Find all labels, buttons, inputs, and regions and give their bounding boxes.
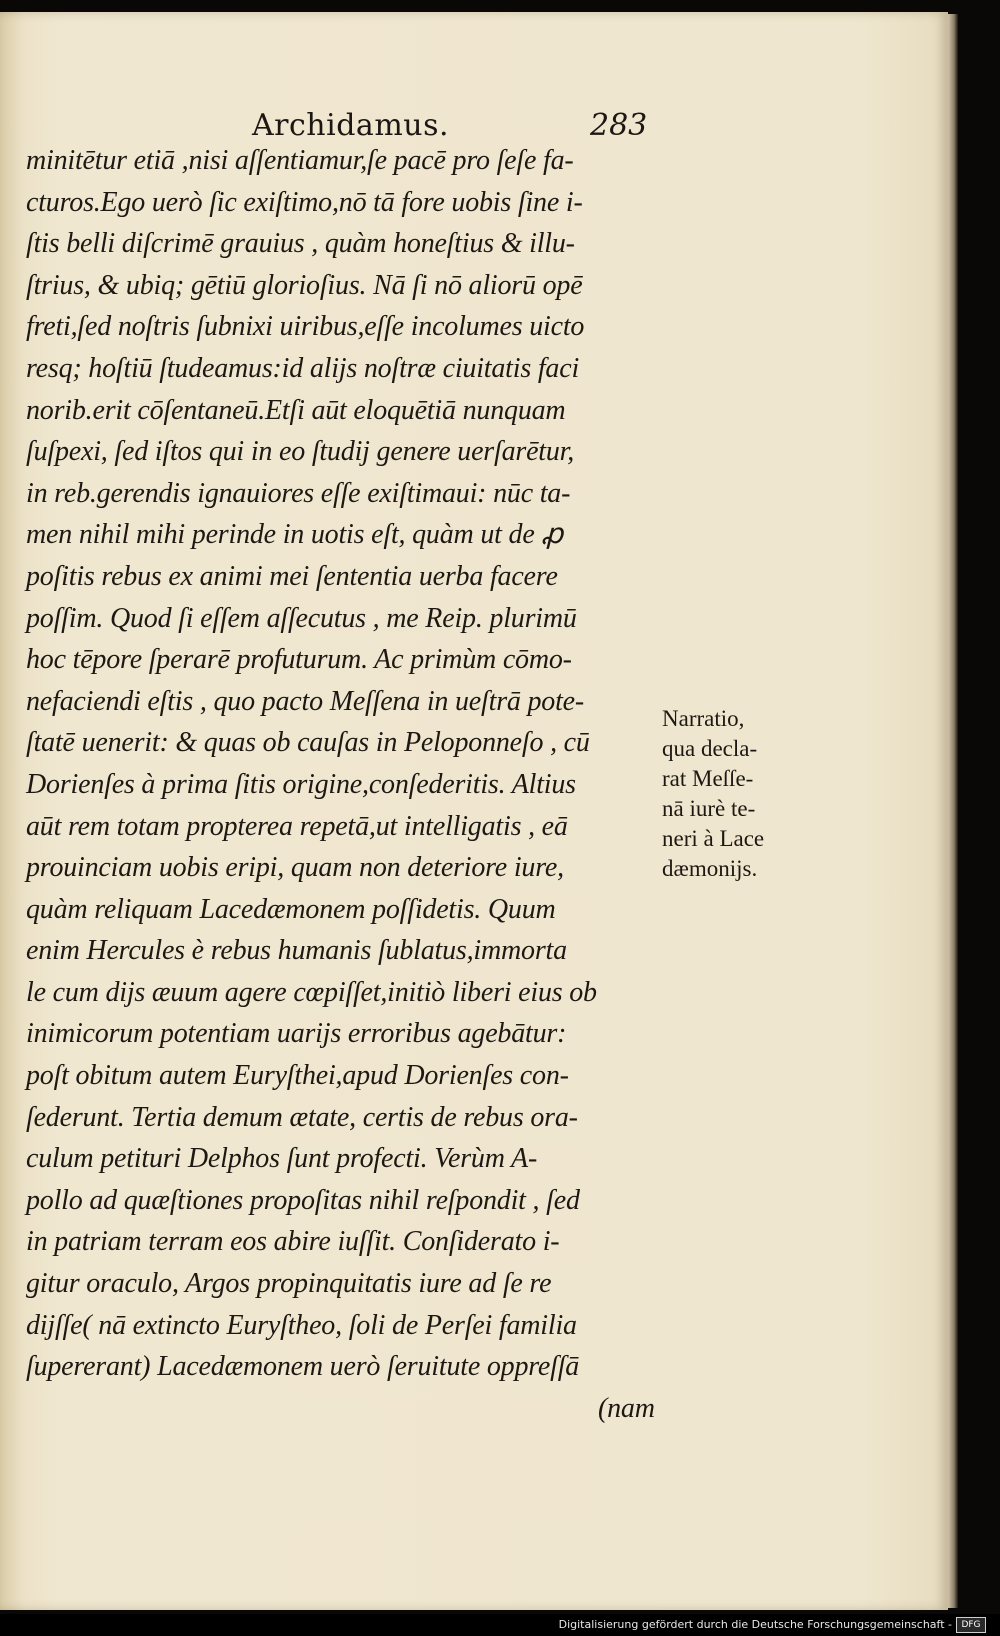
text-line: resq; hoſtiū ſtudeamus:id alijs noſtræ ciuitatis faci bbox=[26, 352, 580, 384]
text-line: ſederunt. Tertia demum ætate, certis de rebus ora- bbox=[26, 1101, 578, 1133]
text-line: men nihil mihi perinde in uotis eſt, quàm ut de ꝓ bbox=[26, 519, 563, 551]
text-line: poſſim. Quod ſi eſſem aſſecutus , me Reip. plurimū bbox=[26, 602, 577, 634]
text-line: inimicorum potentiam uarijs erroribus agebātur: bbox=[26, 1018, 567, 1050]
funding-credit: Digitalisierung gefördert durch die Deutsche Forschungsgemeinschaft - bbox=[558, 1618, 952, 1631]
text-line: nefaciendi eſtis , quo pacto Meſſena in ueſtrā pote- bbox=[26, 685, 585, 717]
text-line: le cum dijs æuum agere cœpiſſet,initiò liberi eius ob bbox=[26, 976, 597, 1008]
text-line: hoc tēpore ſperarē profuturum. Ac primùm cōmo- bbox=[26, 644, 572, 676]
text-line: dijſſe( nā extincto Euryſtheo, ſoli de Perſei familia bbox=[26, 1309, 577, 1341]
margin-note-line: dæmonijs. bbox=[662, 856, 758, 881]
text-line: aūt rem totam propterea repetā,ut intelligatis , eā bbox=[26, 810, 568, 842]
text-line: Dorienſes à prima ſitis origine,conſederitis. Altius bbox=[26, 768, 576, 800]
page-edge bbox=[948, 14, 958, 1608]
text-line: prouinciam uobis eripi, quam non deteriore iure, bbox=[26, 852, 564, 884]
margin-note-line: nā iurè te- bbox=[662, 796, 756, 821]
text-line: ſupererant) Lacedæmonem uerò ſeruitute oppreſſā bbox=[26, 1351, 580, 1383]
text-line: in patriam terram eos abire iuſſit. Conſiderato i- bbox=[26, 1226, 560, 1258]
text-line: cturos.Ego uerò ſic exiſtimo,nō tā fore uobis ſine i- bbox=[26, 186, 583, 218]
catchword: (nam bbox=[598, 1392, 655, 1424]
text-line: minitētur etiā ,nisi aſſentiamur,ſe pacē pro ſeſe fa- bbox=[26, 145, 574, 176]
margin-note bbox=[662, 704, 792, 884]
text-line: freti,ſed noſtris ſubnixi uiribus,eſſe incolumes uicto bbox=[26, 311, 585, 343]
margin-note-line: Narratio, bbox=[662, 706, 745, 731]
text-line: gitur oraculo, Argos propinquitatis iure ad ſe re bbox=[26, 1268, 552, 1300]
text-line: poſitis rebus ex animi mei ſententia uerba facere bbox=[26, 560, 558, 592]
text-line: culum petituri Delphos ſunt profecti. Verùm A- bbox=[26, 1143, 538, 1175]
text-line: enim Hercules è rebus humanis ſublatus,immorta bbox=[26, 935, 567, 967]
text-line: norib.erit cōſentaneū.Etſi aūt eloquētiā nunquam bbox=[26, 394, 566, 426]
running-title: Archidamus. bbox=[252, 108, 450, 143]
text-line: ſuſpexi, ſed iſtos qui in eo ſtudij genere uerſarētur, bbox=[26, 436, 575, 468]
margin-note-line: neri à Lace bbox=[662, 826, 765, 851]
text-line: poſt obitum autem Euryſthei,apud Dorienſes con- bbox=[26, 1060, 569, 1092]
text-line: ſtrius, & ubiq; gētiū glorioſius. Nā ſi nō aliorū opē bbox=[26, 269, 583, 301]
dfg-logo: DFG bbox=[956, 1617, 986, 1633]
text-line: ſtis belli diſcrimē grauius , quàm honeſtius & illu- bbox=[26, 228, 575, 260]
text-line: quàm reliquam Lacedæmonem poſſidetis. Quum bbox=[26, 893, 556, 925]
page-number: 283 bbox=[590, 108, 648, 143]
text-line: in reb.gerendis ignauiores eſſe exiſtimaui: nūc ta- bbox=[26, 477, 571, 509]
text-line: ſtatē uenerit: & quas ob cauſas in Peloponneſo , cū bbox=[26, 727, 590, 759]
main-text-block bbox=[26, 140, 686, 1429]
margin-note-line: rat Meſſe- bbox=[662, 766, 754, 791]
margin-note-line: qua decla- bbox=[662, 736, 758, 761]
text-line: pollo ad quæſtiones propoſitas nihil reſpondit , ſed bbox=[26, 1184, 580, 1216]
